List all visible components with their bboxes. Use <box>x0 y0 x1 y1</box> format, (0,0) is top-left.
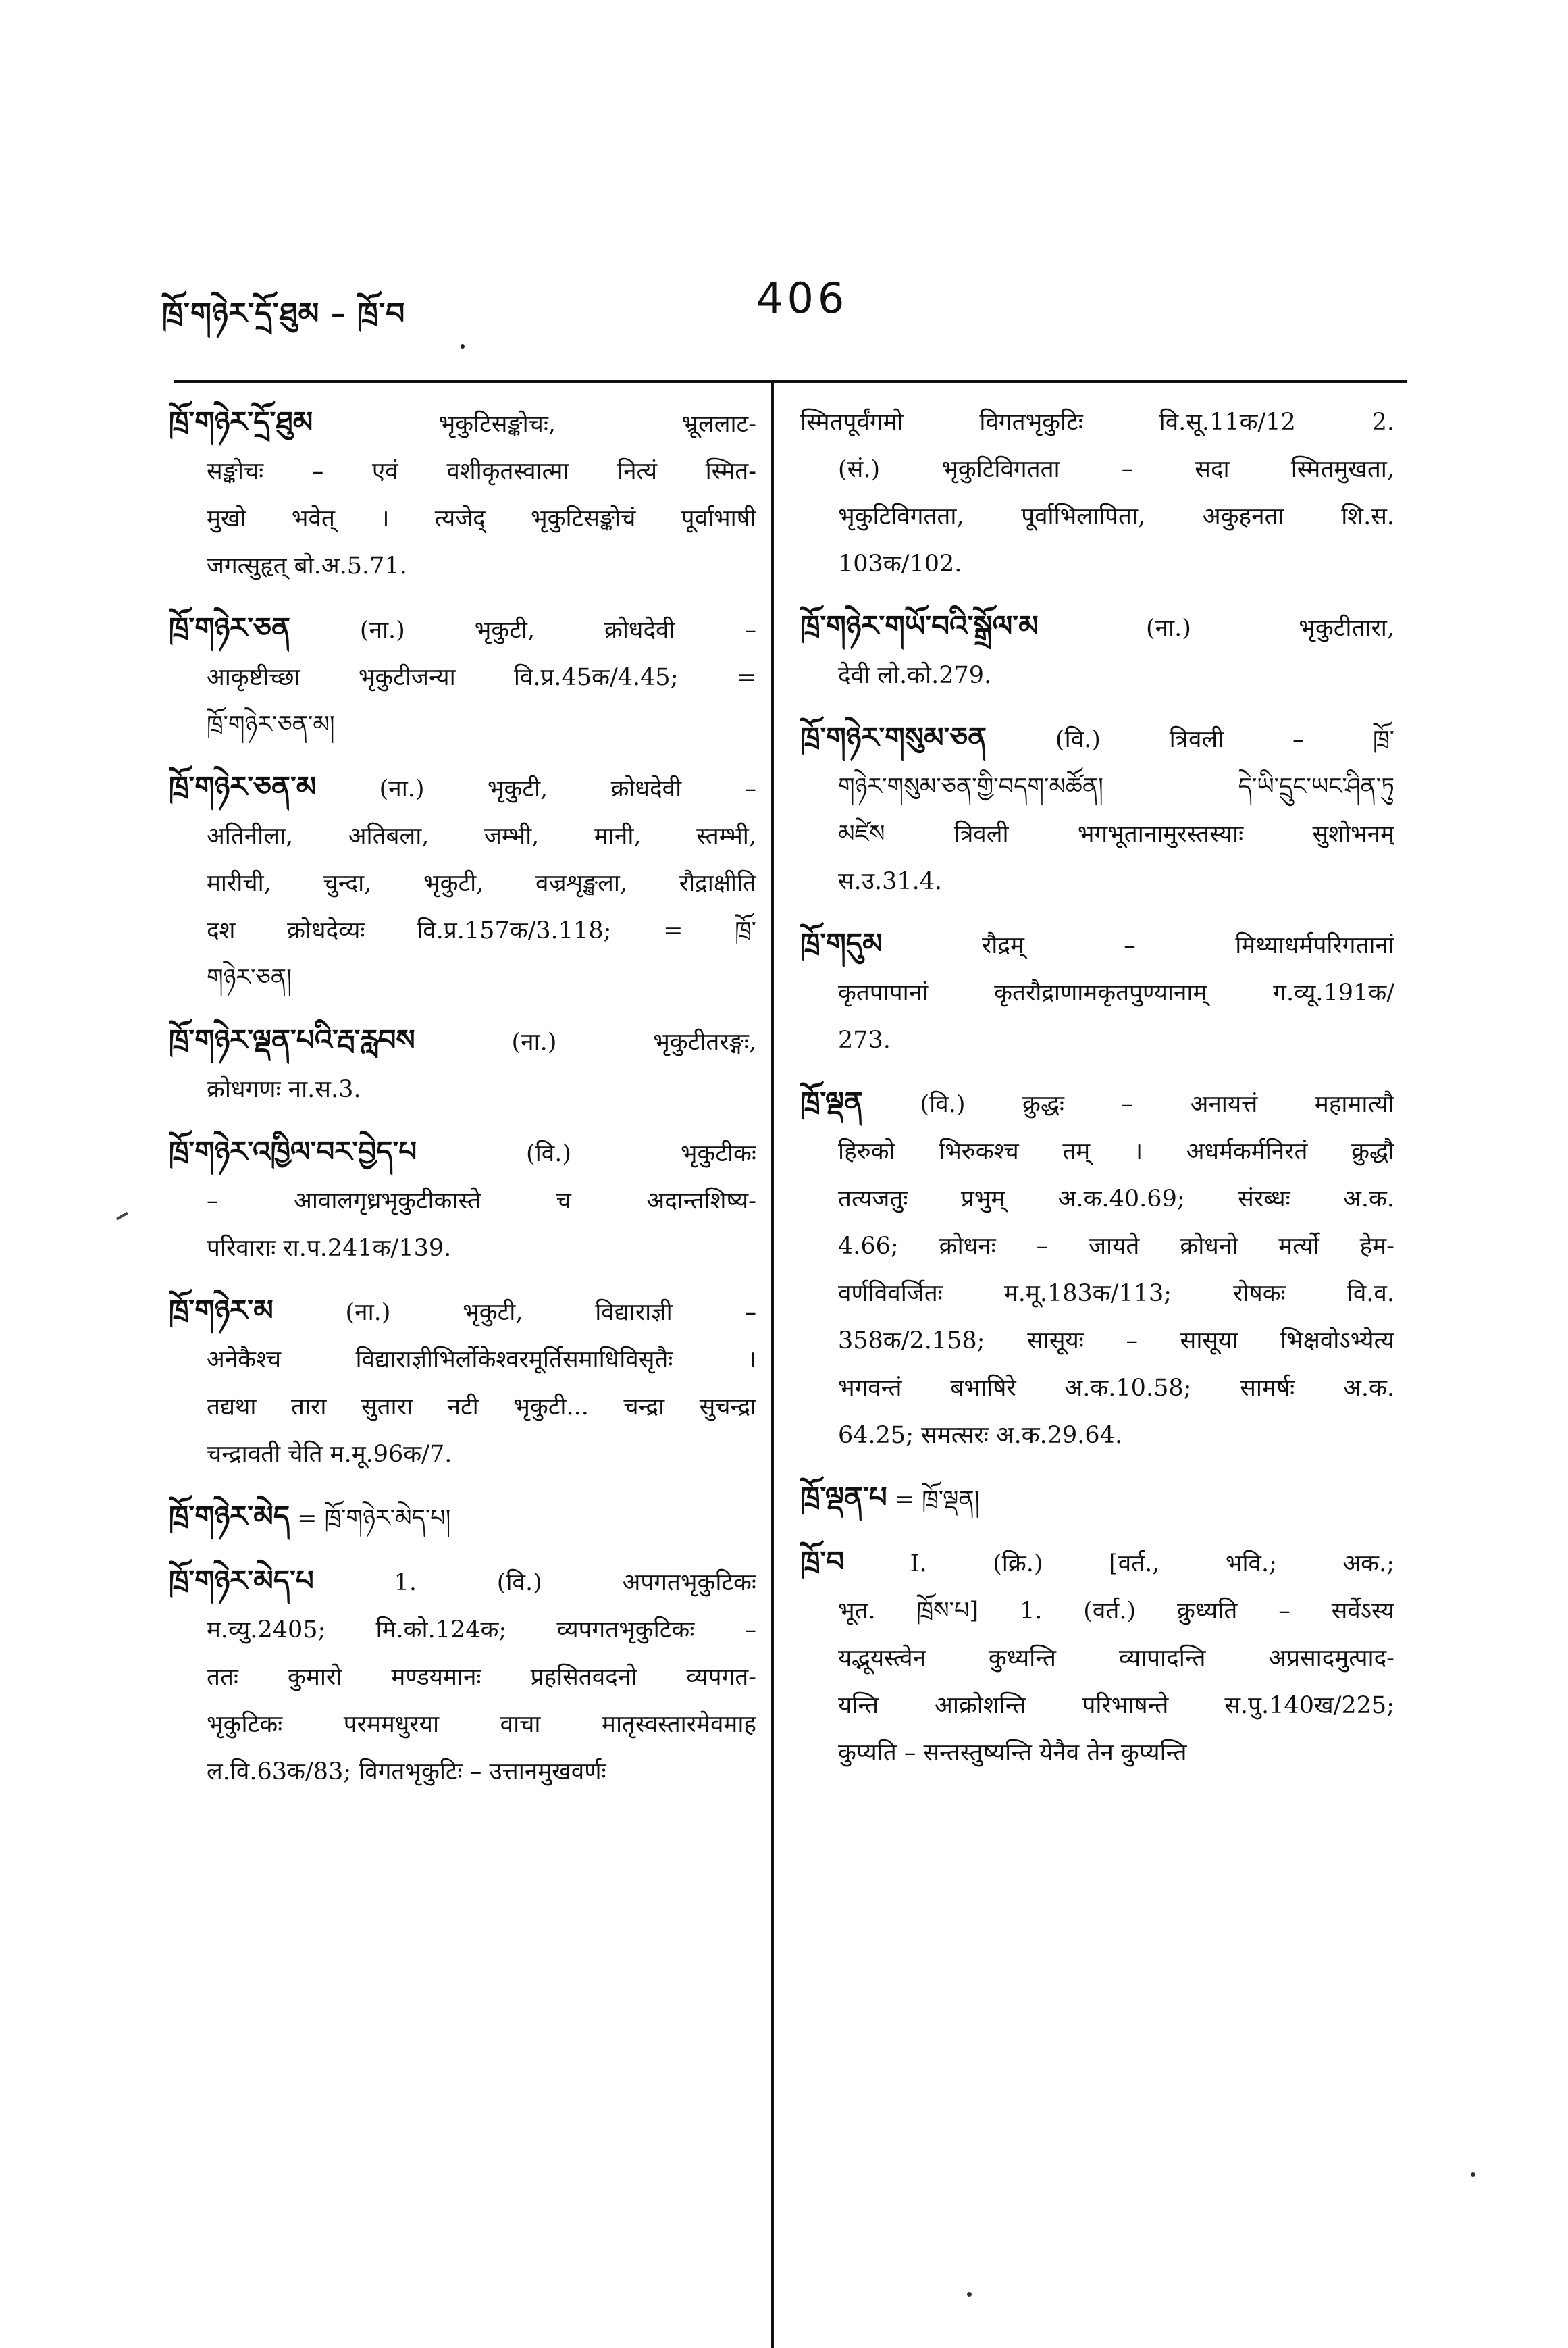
entry-first-line <box>169 605 756 654</box>
entry-text: तद्यथा तारा सुतारा नटी भृकुटी... चन्द्रा सुचन्द्रा <box>207 1394 756 1421</box>
dictionary-entry <box>800 1474 1394 1523</box>
entry-text: མཛེས त्रिवली भगभूतानामुरस्तस्याः सुशोभनम् <box>838 821 1394 848</box>
entry-text: = ཁྲོ་ལྡན། <box>887 1486 980 1513</box>
entry-text: तत्यजतुः प्रभुम् अ.क.40.69; संरब्धः अ.क. <box>838 1185 1394 1213</box>
stray-mark <box>116 1212 128 1220</box>
headword: ཁྲོ་ལྡན་པ <box>800 1481 887 1514</box>
dictionary-entry <box>169 1128 756 1272</box>
entry-line <box>169 1701 756 1748</box>
entry-first-line <box>169 1287 756 1336</box>
entry-line <box>169 954 756 1002</box>
headword: ཁྲོ་གཉེར་མ <box>169 1294 273 1327</box>
entry-first-line <box>800 714 1394 763</box>
entry-first-line <box>800 1538 1394 1587</box>
entry-line <box>800 811 1394 858</box>
headword: ཁྲོ་གཉེར་གསུམ་ཅན <box>800 721 987 754</box>
entry-text: ततः कुमारो मण्डयमानः प्रहसितवदनो व्यपगत- <box>207 1664 756 1691</box>
entry-text: अतिनीला, अतिबला, जम्भी, मानी, स्तम्भी, <box>207 823 756 850</box>
dictionary-entry <box>800 1079 1394 1459</box>
entry-text: (ना.) भृकुटी, विद्याराज्ञी – <box>273 1299 756 1326</box>
dictionary-entry <box>800 714 1394 905</box>
headword: ཁྲོ་གཉེར་ལྡན་པའི་རྦ་རླབས <box>169 1023 415 1056</box>
entry-line <box>800 1317 1394 1364</box>
headword: ཁྲོ་གདུམ <box>800 927 883 960</box>
page-header <box>162 274 1418 334</box>
entry-text: भृकुटिविगतता, पूर्वाभिलापिता, अकुहनता शि.स. <box>838 503 1394 530</box>
entry-first-line <box>169 1493 756 1542</box>
entry-line <box>800 969 1394 1017</box>
entry-first-line <box>800 399 1394 446</box>
entry-text: (वि.) भृकुटीकः <box>417 1140 756 1167</box>
entry-text: (ना.) भृकुटीतारा, <box>1038 615 1394 642</box>
entry-line <box>169 1748 756 1795</box>
entry-line <box>800 1017 1394 1064</box>
entry-text: स.उ.31.4. <box>838 868 943 895</box>
entry-text: I. (क्रि.) [वर्त., भवि.; अक.; <box>844 1550 1394 1577</box>
entry-text: स्मितपूर्वंगमो विगतभृकुटिः वि.सू.11क/12 2. <box>800 409 1394 436</box>
entry-text: 4.66; क्रोधनः – जायते क्रोधनो मर्त्यो हेम- <box>838 1233 1394 1260</box>
entry-line <box>800 540 1394 588</box>
entry-text: परिवाराः रा.प.241क/139. <box>207 1235 452 1262</box>
speck <box>1471 2172 1475 2177</box>
entry-text: (ना.) भृकुटीतरङ्गः, <box>415 1029 756 1056</box>
headword: ཁྲོ་གཉེར་འཁྱིལ་བར་བྱེད་པ <box>169 1135 417 1168</box>
dictionary-entry <box>800 399 1394 588</box>
entry-line <box>800 1682 1394 1729</box>
top-rule <box>174 380 1407 383</box>
entry-text: ཁྲོ་གཉེར་ཅན་མ། <box>207 711 335 738</box>
entry-text: 273. <box>838 1027 891 1054</box>
entry-line <box>800 1412 1394 1459</box>
entry-line <box>169 448 756 495</box>
headword: ཁྲོ་གཉེར་ཅན་མ <box>169 770 317 803</box>
entry-line <box>169 1336 756 1383</box>
left-column <box>169 399 756 1810</box>
entry-text: कृतपापानां कृतरौद्राणामकृतपुण्यानाम् ग.व्यू.191क/ <box>838 979 1394 1006</box>
entry-text: अनेकैश्च विद्याराज्ञीभिर्लोकेश्वरमूर्तिसमाधिविसृतैः । <box>207 1346 756 1373</box>
entry-line <box>800 446 1394 493</box>
entry-text: रौद्रम् – मिथ्याधर्मपरिगतानां <box>882 932 1394 959</box>
entry-text: देवी लो.को.279. <box>838 662 992 689</box>
entry-line <box>169 1177 756 1225</box>
entry-line <box>169 813 756 860</box>
entry-text: (वि.) क्रुद्धः – अनायत्तं महामात्यौ <box>862 1091 1394 1118</box>
entry-text: (ना.) भृकुटी, क्रोधदेवी – <box>290 617 756 644</box>
entry-first-line <box>800 603 1394 652</box>
dictionary-entry <box>169 399 756 590</box>
headword: ཁྲོ་གཉེར་ཅན <box>169 611 290 644</box>
entry-text: आकृष्टीच्छा भृकुटीजन्या वि.प्र.45क/4.45; = <box>207 664 756 691</box>
dictionary-entry <box>169 1493 756 1542</box>
headword: ཁྲོ་ལྡན <box>800 1086 863 1119</box>
entry-text: भृकुटिकः परममधुरया वाचा मातृस्वस्तारमेवमाह <box>207 1711 756 1738</box>
entry-line <box>800 1223 1394 1270</box>
entry-text: यद्भूयस्त्वेन कुध्यन्ति व्यापादन्ति अप्रसादमुत्पाद- <box>838 1645 1394 1672</box>
entry-line <box>169 1383 756 1431</box>
entry-text: 64.25; समत्सरः अ.क.29.64. <box>838 1422 1123 1449</box>
entry-text: म.व्यु.2405; मि.को.124क; व्यपगतभृकुटिकः – <box>207 1616 756 1643</box>
entry-text: वर्णविवर्जितः म.मू.183क/113; रोषकः वि.व. <box>838 1280 1394 1307</box>
entry-line <box>169 542 756 590</box>
entry-text: यन्ति आक्रोशन्ति परिभाषन्ते स.पु.140ख/225; <box>838 1692 1394 1719</box>
entry-text: क्रोधगणः ना.स.3. <box>207 1076 361 1103</box>
entry-line <box>800 1364 1394 1412</box>
entry-line <box>169 701 756 748</box>
entry-text: भगवन्तं बभाषिरे अ.क.10.58; सामर्षः अ.क. <box>838 1375 1394 1402</box>
entry-text: हिरुको भिरुकश्च तम् । अधर्मकर्मनिरतं क्रुद्धौ <box>838 1138 1394 1165</box>
entry-line <box>800 652 1394 699</box>
entry-text: (ना.) भृकुटी, क्रोधदेवी – <box>316 775 756 802</box>
dictionary-entry <box>169 1557 756 1795</box>
dictionary-entry <box>169 763 756 1002</box>
entry-text: 358क/2.158; सासूयः – सासूया भिक्षवोऽभ्येत्य <box>838 1327 1394 1354</box>
entry-line <box>800 1729 1394 1777</box>
entry-first-line <box>169 763 756 813</box>
speck <box>967 2292 972 2297</box>
entry-line <box>800 1635 1394 1682</box>
running-head: ཁྲོ་གཉེར་དྲོ་ཐུམ – ཁྲོ་བ <box>162 297 406 331</box>
entry-line <box>169 1606 756 1654</box>
right-column <box>800 399 1394 1791</box>
entry-line <box>169 1066 756 1113</box>
column-divider <box>771 382 774 2348</box>
entry-line <box>169 907 756 954</box>
entry-first-line <box>800 1474 1394 1523</box>
entry-text: (वि.) त्रिवली – ཁྲོ་ <box>987 726 1394 753</box>
entry-text: सङ्कोचः – एवं वशीकृतस्वात्मा नित्यं स्मित- <box>207 458 756 485</box>
entry-text: मारीची, चुन्दा, भृकुटी, वज्रशृङ्खला, रौद्राक्षीति <box>207 870 756 897</box>
dictionary-entry <box>800 920 1394 1064</box>
entry-text: (सं.) भृकुटिविगतता – सदा स्मितमुखता, <box>838 456 1394 483</box>
entry-first-line <box>800 920 1394 969</box>
entry-text: भूत. ཁྲོས་པ] 1. (वर्त.) क्रुध्यति – सर्वेऽस्य <box>838 1598 1394 1625</box>
entry-text: चन्द्रावती चेति म.मू.96क/7. <box>207 1441 452 1468</box>
entry-text: दश क्रोधदेव्यः वि.प्र.157क/3.118; = ཁྲོ་ <box>207 917 756 944</box>
entry-first-line <box>169 1128 756 1177</box>
entry-text: གཉེར་ཅན། <box>207 965 292 992</box>
header-dot <box>461 344 465 349</box>
entry-text: जगत्सुहृत् बो.अ.5.71. <box>207 553 407 580</box>
entry-first-line <box>169 1557 756 1606</box>
entry-text: ल.वि.63क/83; विगतभृकुटिः – उत्तानमुखवर्णः <box>207 1758 606 1785</box>
page-number: 406 <box>756 274 849 323</box>
headword: ཁྲོ་གཉེར་མེད་པ <box>169 1564 314 1597</box>
entry-text: 103क/102. <box>838 551 962 578</box>
entry-text: 1. (वि.) अपगतभृकुटिकः <box>313 1569 756 1596</box>
entry-line <box>169 654 756 701</box>
entry-line <box>169 860 756 907</box>
dictionary-entry <box>800 603 1394 699</box>
dictionary-entry <box>169 1287 756 1478</box>
entry-line <box>169 495 756 542</box>
entry-line <box>169 1225 756 1272</box>
dictionary-entry <box>169 605 756 748</box>
entry-text: मुखो भवेत् । त्यजेद् भृकुटिसङ्कोचं पूर्वाभाषी <box>207 505 756 532</box>
entry-text: कुप्यति – सन्तस्तुष्यन्ति येनैव तेन कुप्यन्ति <box>838 1739 1187 1766</box>
entry-line <box>800 1175 1394 1223</box>
dictionary-entry <box>169 1017 756 1113</box>
entry-line <box>800 1128 1394 1175</box>
headword: ཁྲོ་གཉེར་དྲོ་ཐུམ <box>169 405 313 438</box>
entry-text: भृकुटिसङ्कोचः, भ्रूललाट- <box>313 411 756 438</box>
entry-line <box>169 1431 756 1478</box>
entry-line <box>800 763 1394 811</box>
headword: ཁྲོ་གཉེར་གཡོ་བའི་སྒྲོལ་མ <box>800 609 1039 642</box>
dictionary-entry <box>800 1538 1394 1777</box>
entry-text: གཉེར་གསུམ་ཅན་གྱི་བདག་མཚོན། དེ་ཡི་དྲུང་ཡང་ཤིན་ཏུ <box>838 773 1394 800</box>
entry-line <box>800 1587 1394 1635</box>
entry-line <box>800 1270 1394 1317</box>
entry-line <box>800 858 1394 905</box>
entry-first-line <box>169 399 756 448</box>
entry-text: – आवालगृध्रभृकुटीकास्ते च अदान्तशिष्य- <box>207 1188 756 1215</box>
headword: ཁྲོ་གཉེར་མེད <box>169 1500 290 1533</box>
headword: ཁྲོ་བ <box>800 1545 845 1578</box>
entry-text: = ཁྲོ་གཉེར་མེད་པ། <box>290 1505 451 1532</box>
entry-first-line <box>169 1017 756 1066</box>
entry-first-line <box>800 1079 1394 1128</box>
entry-line <box>169 1654 756 1701</box>
entry-line <box>800 493 1394 540</box>
